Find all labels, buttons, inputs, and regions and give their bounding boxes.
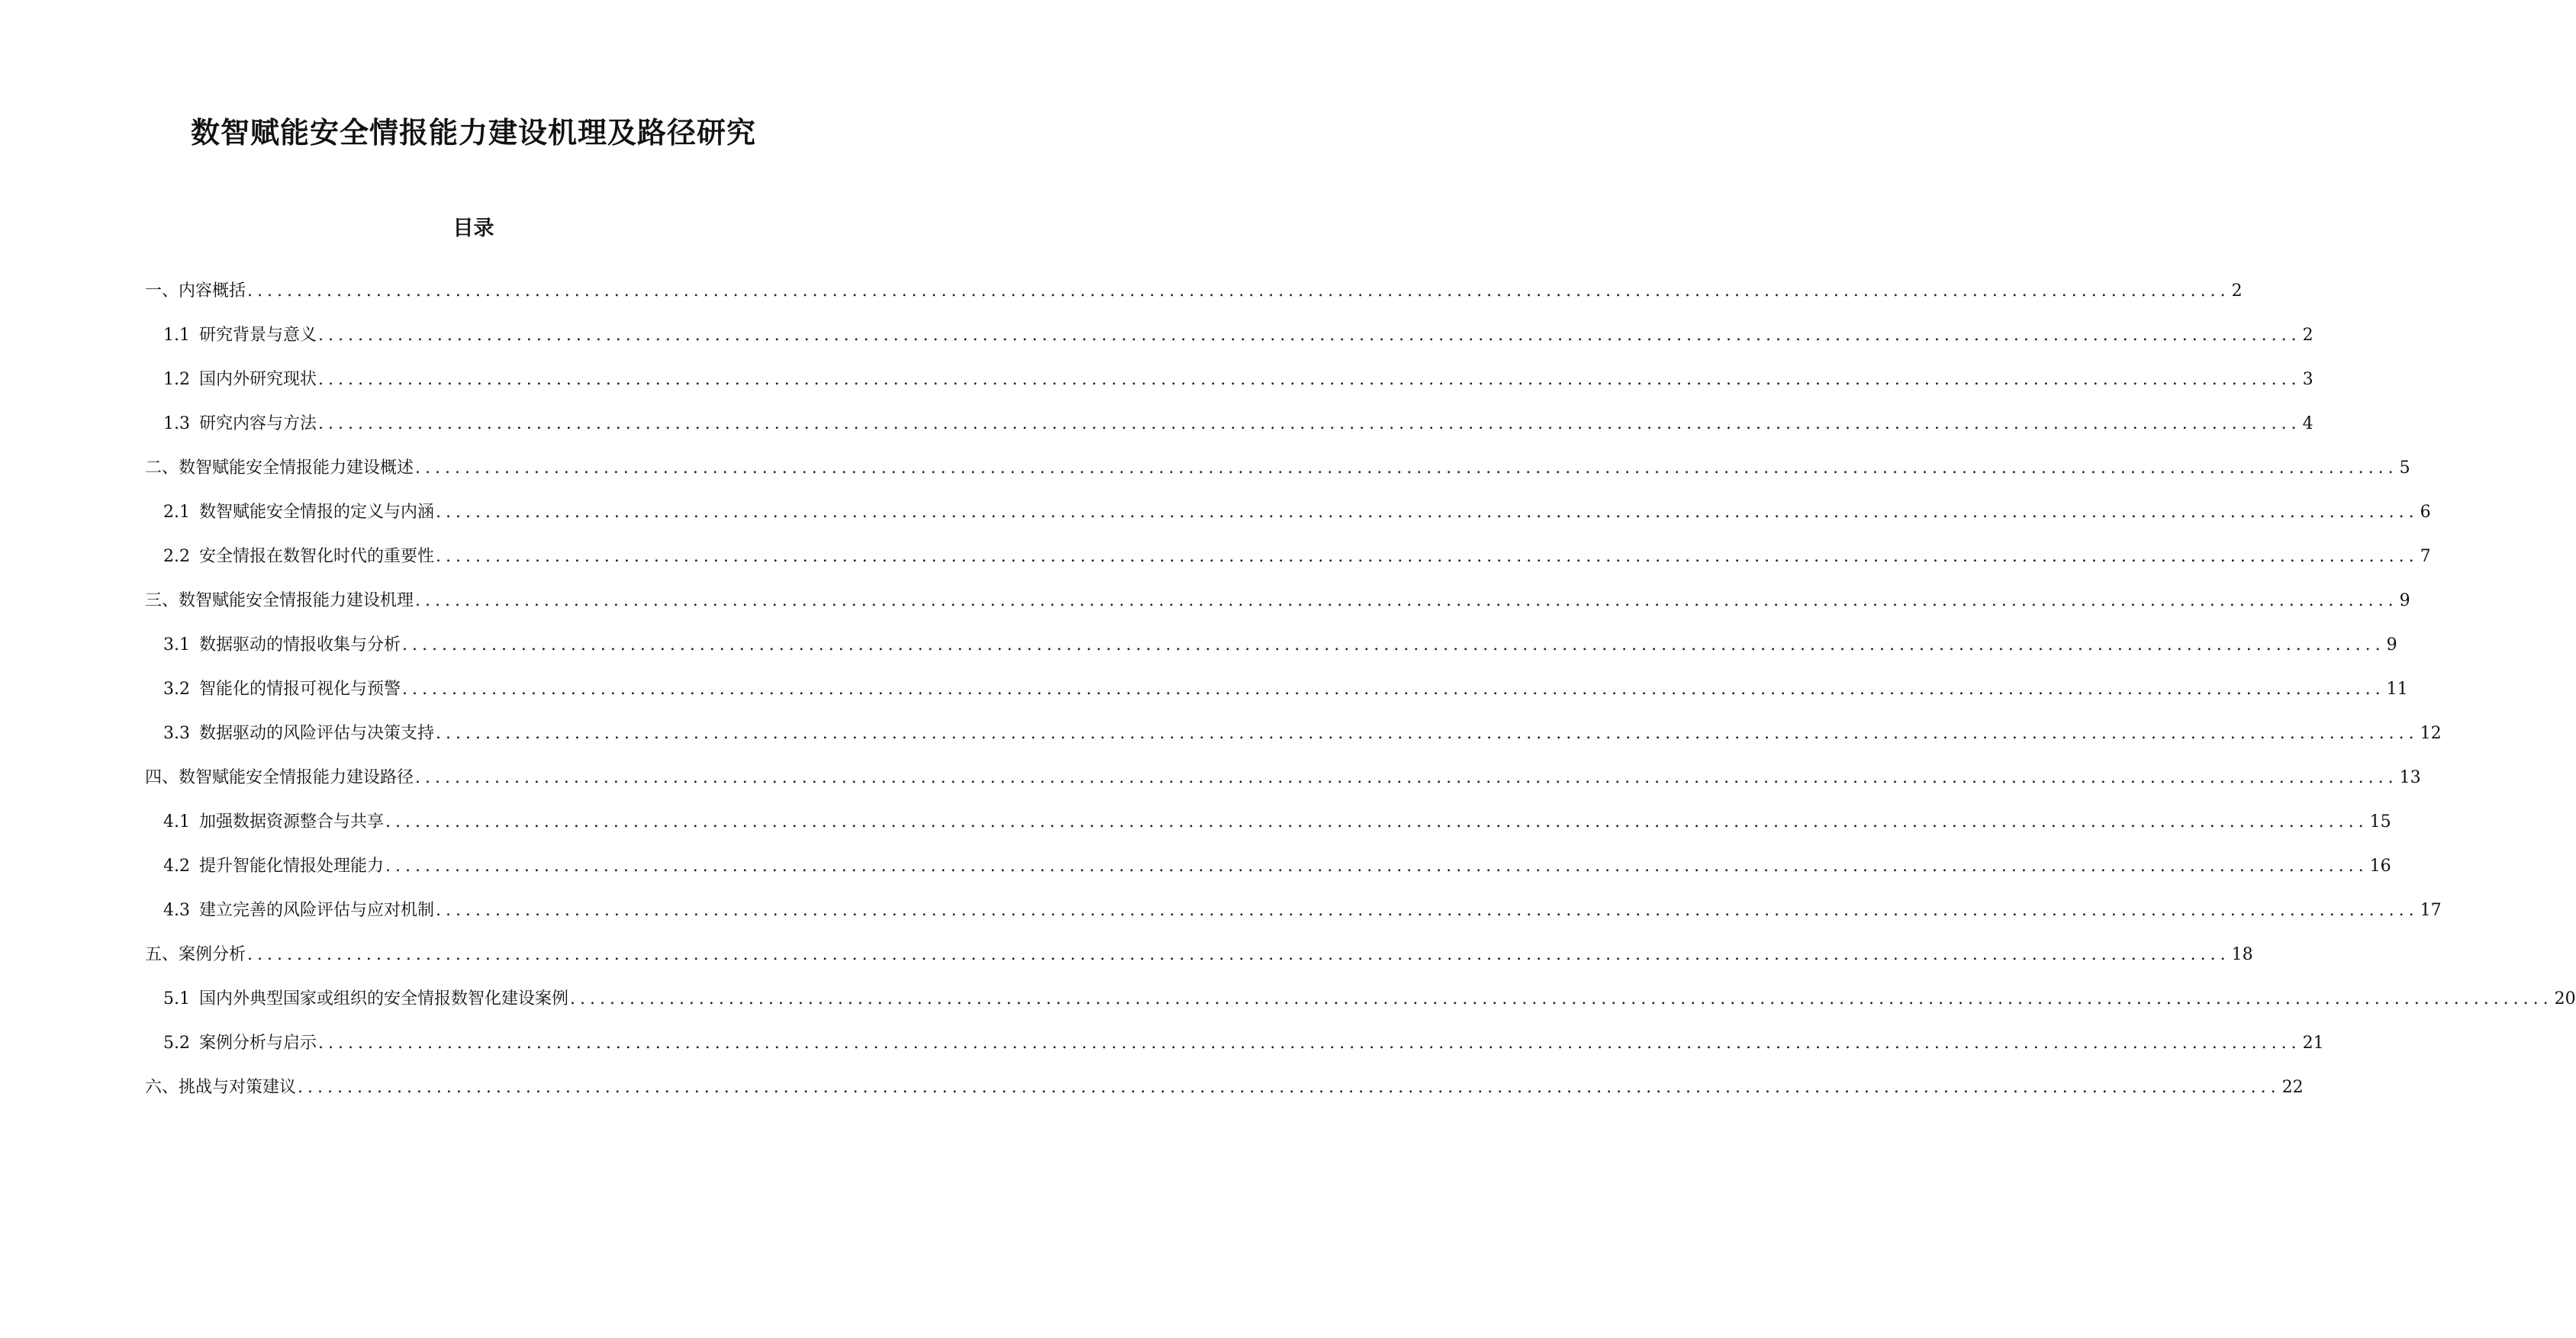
toc-dot-leader: ........................................................................................................................................................................................................ <box>415 458 2398 478</box>
toc-entry[interactable] <box>163 542 2431 572</box>
toc-entry-label <box>163 630 401 661</box>
toc-entry[interactable] <box>163 497 2431 528</box>
toc-entry[interactable] <box>163 896 2442 926</box>
toc-entry-page-number: 9 <box>2399 591 2410 610</box>
toc-entry-number: 4.1 <box>163 812 190 831</box>
toc-entry[interactable] <box>163 674 2408 705</box>
toc-dot-leader: ........................................................................................................................................................................................................ <box>570 989 2553 1008</box>
toc-entry-text: 建立完善的风险评估与应对机制 <box>199 901 435 920</box>
toc-entry-number: 5.2 <box>163 1034 190 1053</box>
toc-entry-label <box>145 586 414 616</box>
toc-entry-text: 国内外研究现状 <box>199 370 317 389</box>
toc-entry-number: 1.2 <box>163 370 190 389</box>
toc-dot-leader: ........................................................................................................................................................................................................ <box>436 503 2419 522</box>
toc-entry-page-number: 5 <box>2399 458 2410 478</box>
toc-entry[interactable] <box>163 807 2391 838</box>
toc-entry-number: 2.1 <box>163 503 190 522</box>
toc-entry[interactable] <box>163 1028 2324 1059</box>
toc-entry-page-number: 2 <box>2231 281 2243 301</box>
toc-entry-label <box>163 719 434 749</box>
toc-entry-number: 1.3 <box>163 414 190 433</box>
toc-entry[interactable] <box>163 630 2397 661</box>
toc-entry-number: 3.2 <box>163 680 190 699</box>
document-title: 数智赋能安全情报能力建设机理及路径研究 <box>190 115 756 150</box>
toc-entry-page-number: 21 <box>2302 1034 2324 1053</box>
toc-entry-text: 研究背景与意义 <box>199 326 317 345</box>
toc-entry-number: 3.3 <box>163 724 190 743</box>
toc-entry-text: 加强数据资源整合与共享 <box>199 812 385 831</box>
toc-entry-text: 五、案例分析 <box>145 945 246 964</box>
toc-entry-label <box>163 365 317 395</box>
toc-entry-page-number: 7 <box>2420 547 2431 566</box>
toc-entry-text: 一、内容概括 <box>145 281 246 301</box>
toc-entry-page-number: 3 <box>2302 370 2314 389</box>
toc-dot-leader: ........................................................................................................................................................................................................ <box>318 326 2301 345</box>
toc-entry[interactable] <box>163 320 2314 351</box>
toc-entry-label <box>163 1028 317 1059</box>
toc-entry-label <box>163 497 434 528</box>
toc-entry-label <box>163 674 401 705</box>
toc-entry-number: 5.1 <box>163 989 190 1008</box>
toc-entry-page-number: 13 <box>2399 768 2421 787</box>
toc-dot-leader: ........................................................................................................................................................................................................ <box>247 945 2230 964</box>
toc-entry-page-number: 6 <box>2420 503 2431 522</box>
toc-entry-page-number: 16 <box>2369 857 2391 876</box>
toc-entry-text: 四、数智赋能安全情报能力建设路径 <box>145 768 414 787</box>
toc-dot-leader: ........................................................................................................................................................................................................ <box>402 635 2385 655</box>
toc-entry-label <box>163 984 568 1015</box>
toc-entry-number: 3.1 <box>163 635 190 655</box>
toc-entry-page-number: 22 <box>2281 1078 2304 1097</box>
toc-entry[interactable] <box>163 719 2442 749</box>
toc-entry-label <box>145 453 414 484</box>
toc-dot-leader: ........................................................................................................................................................................................................ <box>318 414 2301 433</box>
toc-entry-text: 安全情报在数智化时代的重要性 <box>199 547 435 566</box>
toc-dot-leader: ........................................................................................................................................................................................................ <box>402 680 2385 699</box>
toc-dot-leader: ........................................................................................................................................................................................................ <box>385 812 2368 831</box>
toc-entry[interactable] <box>145 453 2410 484</box>
toc-dot-leader: ........................................................................................................................................................................................................ <box>298 1078 2281 1097</box>
toc-entry-label <box>163 896 434 926</box>
toc-entry[interactable] <box>145 763 2421 793</box>
toc-entry-label <box>163 807 384 838</box>
toc-entry-label <box>145 1073 296 1103</box>
toc-entry-text: 研究内容与方法 <box>199 414 317 433</box>
toc-entry-label <box>163 320 317 351</box>
toc-entry-text: 三、数智赋能安全情报能力建设机理 <box>145 591 414 610</box>
toc-entry[interactable] <box>145 586 2410 616</box>
toc-entry[interactable] <box>145 940 2253 970</box>
toc-dot-leader: ........................................................................................................................................................................................................ <box>436 901 2419 920</box>
toc-entry-text: 国内外典型国家或组织的安全情报数智化建设案例 <box>199 989 569 1008</box>
toc-entry[interactable] <box>163 365 2314 395</box>
toc-entry-label <box>145 276 246 307</box>
toc-entry-page-number: 9 <box>2386 635 2397 655</box>
toc-entry-number: 4.3 <box>163 901 190 920</box>
toc-entry[interactable] <box>163 984 2576 1015</box>
toc-dot-leader: ........................................................................................................................................................................................................ <box>318 1034 2301 1053</box>
toc-entry-page-number: 11 <box>2386 680 2408 699</box>
toc-entry[interactable] <box>145 1073 2304 1103</box>
toc-dot-leader: ........................................................................................................................................................................................................ <box>385 857 2368 876</box>
toc-dot-leader: ........................................................................................................................................................................................................ <box>247 281 2230 301</box>
toc-heading: 目录 <box>452 217 494 240</box>
toc-entry-label <box>163 542 434 572</box>
toc-entry[interactable] <box>163 851 2391 882</box>
toc-entry-label <box>163 409 317 439</box>
toc-entry-page-number: 12 <box>2420 724 2442 743</box>
toc-entry-text: 数据驱动的情报收集与分析 <box>199 635 401 655</box>
toc-entry-text: 数据驱动的风险评估与决策支持 <box>199 724 435 743</box>
toc-dot-leader: ........................................................................................................................................................................................................ <box>318 370 2301 389</box>
toc-entry-label <box>145 763 414 793</box>
toc-entry-text: 六、挑战与对策建议 <box>145 1078 297 1097</box>
toc-entry[interactable] <box>163 409 2314 439</box>
toc-entry-number: 1.1 <box>163 326 190 345</box>
toc-entry-text: 智能化的情报可视化与预警 <box>199 680 401 699</box>
toc-entry[interactable] <box>145 276 2243 307</box>
toc-entry-page-number: 20 <box>2554 989 2576 1008</box>
toc-entry-number: 2.2 <box>163 547 190 566</box>
toc-dot-leader: ........................................................................................................................................................................................................ <box>436 724 2419 743</box>
toc-entry-page-number: 4 <box>2302 414 2314 433</box>
toc-entry-text: 提升智能化情报处理能力 <box>199 857 385 876</box>
toc-entry-page-number: 15 <box>2369 812 2391 831</box>
toc-entry-page-number: 17 <box>2420 901 2442 920</box>
toc-dot-leader: ........................................................................................................................................................................................................ <box>415 768 2398 787</box>
toc-entry-page-number: 2 <box>2302 326 2314 345</box>
toc-dot-leader: ........................................................................................................................................................................................................ <box>415 591 2398 610</box>
toc-dot-leader: ........................................................................................................................................................................................................ <box>436 547 2419 566</box>
toc-entry-text: 二、数智赋能安全情报能力建设概述 <box>145 458 414 478</box>
toc-entry-text: 案例分析与启示 <box>199 1034 317 1053</box>
toc-entry-page-number: 18 <box>2231 945 2253 964</box>
toc-entry-number: 4.2 <box>163 857 190 876</box>
toc-entry-label <box>163 851 384 882</box>
toc-entry-label <box>145 940 246 970</box>
toc-entry-text: 数智赋能安全情报的定义与内涵 <box>199 503 435 522</box>
